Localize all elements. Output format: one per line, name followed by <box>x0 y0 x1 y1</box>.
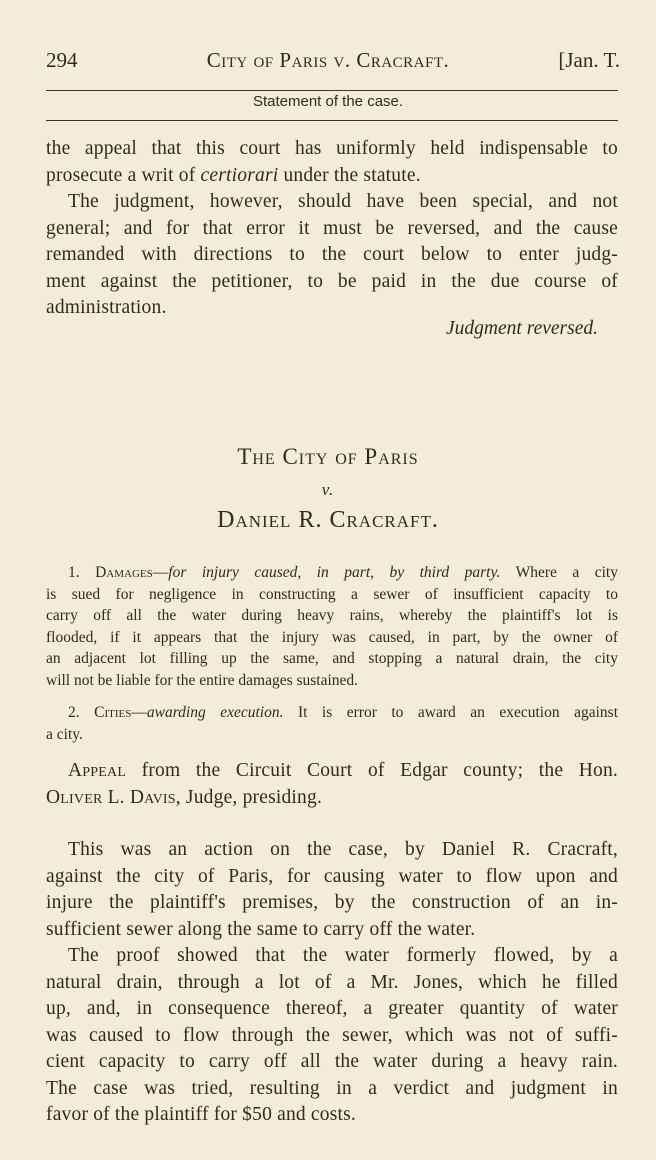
text-line <box>46 724 618 746</box>
text-line <box>46 702 618 724</box>
text-run: prosecute a writ of <box>46 164 201 186</box>
text-run: remanded with directions to the court below to enter judg- <box>46 244 618 265</box>
text-run: general; and for that error it must be reversed, and the cause <box>46 217 618 239</box>
text-run: 2. <box>68 704 95 721</box>
italic-text: awarding execution. <box>146 704 284 721</box>
text-run: from the Circuit Court of Edgar county; the Hon. <box>126 760 618 781</box>
text-run: flooded, if it appears that the injury was caused, in part, by the owner of <box>46 628 618 646</box>
small-caps-text: Damages <box>95 564 153 581</box>
text-line <box>46 1102 618 1129</box>
case-plaintiff: The City of Paris <box>237 444 419 469</box>
small-caps-text: Cities <box>94 704 132 721</box>
text-line <box>46 1076 618 1103</box>
text-line <box>46 562 618 584</box>
case-versus: v. <box>321 480 335 499</box>
text-run: was caused to flow through the sewer, which was not of suffi- <box>46 1024 618 1046</box>
header-rule-bottom <box>46 120 618 121</box>
paragraph <box>46 189 618 322</box>
text-line <box>46 864 618 891</box>
text-line <box>46 837 618 864</box>
text-line <box>46 136 618 163</box>
paragraph <box>46 943 618 1129</box>
text-run: will not be liable for the entire damages sustained. <box>46 671 359 689</box>
small-caps-text: Appeal <box>68 760 127 781</box>
text-run: is sued for negligence in constructing a sewer of insufficient capacity to <box>46 585 618 603</box>
text-run: The case was tried, resulting in a verdict and judgment in <box>46 1077 618 1099</box>
text-line <box>46 584 618 606</box>
case-defendant: Daniel R. Cracraft. <box>217 507 439 533</box>
text-line <box>46 189 618 216</box>
running-title: City of Paris v. Cracraft. <box>206 48 450 72</box>
text-line <box>46 269 618 296</box>
text-run: ment against the petitioner, to be paid in the due course of <box>46 270 618 292</box>
text-run: favor of the plaintiff for $50 and costs. <box>46 1104 357 1125</box>
paragraph <box>46 837 618 943</box>
headnote <box>46 562 618 691</box>
text-run: under the statute. <box>278 164 421 186</box>
text-line <box>46 216 618 243</box>
text-run: against the city of Paris, for causing water to flow upon and <box>46 865 618 887</box>
text-run: sufficient sewer along the same to carry off the water. <box>46 918 476 940</box>
text-line <box>46 627 618 649</box>
text-line <box>46 163 618 190</box>
text-run: carry off all the water during heavy rains, whereby the plaintiff's lot is <box>46 607 618 624</box>
section-label: Statement of the case. <box>252 93 404 110</box>
statement-text <box>46 837 618 1129</box>
header-rule-top <box>46 90 618 91</box>
text-run: injure the plaintiff's premises, by the construction of an in- <box>46 892 618 913</box>
headnote <box>46 702 618 745</box>
text-line <box>46 648 618 670</box>
italic-text: for injury caused, in part, by third party. <box>168 564 501 581</box>
text-run: administration. <box>46 297 167 318</box>
paragraph <box>46 136 618 189</box>
text-line <box>46 890 618 917</box>
text-run: the appeal that this court has uniformly held indispensable to <box>46 138 618 159</box>
text-line <box>46 785 618 812</box>
text-line <box>46 1023 618 1050</box>
text-run: a city. <box>46 725 83 743</box>
text-run: up, and, in consequence thereof, a greater quantity of water <box>46 998 618 1019</box>
headnotes <box>46 562 618 745</box>
text-line <box>46 758 618 785</box>
opening-text <box>46 136 618 322</box>
text-run: This was an action on the case, by Daniel R. Cracraft, <box>68 839 618 860</box>
text-run: The judgment, however, should have been special, and not <box>68 191 618 212</box>
text-run: The proof showed that the water formerly flowed, by a <box>68 945 618 966</box>
text-run: — <box>131 704 147 721</box>
text-line <box>46 917 618 944</box>
appeal-text <box>46 758 618 811</box>
text-line <box>46 605 618 627</box>
text-run: an adjacent lot filling up the same, and stopping a natural drain, the city <box>46 650 618 667</box>
term-label: [Jan. T. <box>558 48 620 72</box>
text-line <box>46 1049 618 1076</box>
text-line <box>46 996 618 1023</box>
text-run: , Judge, presiding. <box>175 786 323 808</box>
text-run: cient capacity to carry off all the water during a heavy rain. <box>46 1051 618 1072</box>
text-run: Where a city <box>500 564 618 581</box>
disposition: Judgment reversed. <box>446 318 598 339</box>
paragraph <box>46 758 618 811</box>
text-run: — <box>152 564 169 581</box>
text-run: natural drain, through a lot of a Mr. Jones, which he filled <box>46 971 618 993</box>
text-line <box>46 970 618 997</box>
text-line <box>46 242 618 269</box>
page-number: 294 <box>46 48 78 72</box>
text-run: 1. <box>68 564 96 581</box>
text-run: It is error to award an execution against <box>283 704 619 721</box>
text-line <box>46 670 618 692</box>
italic-text: certiorari <box>200 164 279 186</box>
text-line <box>46 943 618 970</box>
small-caps-text: Oliver L. Davis <box>46 786 176 808</box>
